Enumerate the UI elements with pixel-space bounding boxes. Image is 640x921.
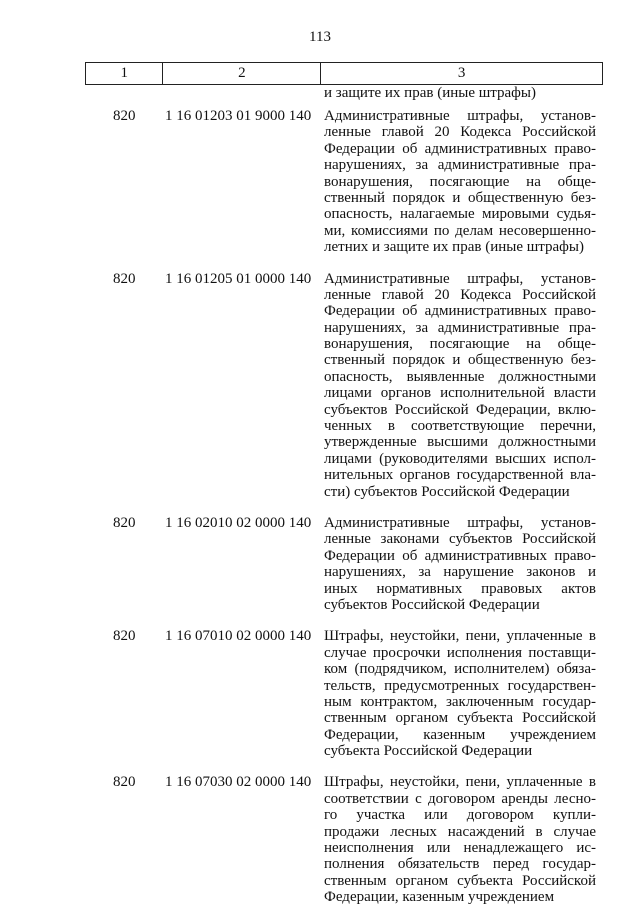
- description-line: случае просрочки исполнения поставщи-: [324, 644, 596, 661]
- budget-classification-code: 1 16 07030 02 0000 140: [165, 774, 312, 791]
- description-line: вонарушения, посягающие на обще-: [324, 336, 596, 353]
- description-line: Федерации, казенным учреждением: [324, 889, 555, 906]
- description-line: нарушениях, за административные пра-: [324, 319, 596, 336]
- description-line: ленные законами субъектов Российской: [324, 531, 596, 548]
- continuation-text: и защите их прав (иные штрафы): [324, 85, 536, 101]
- description-line: тельств, предусмотренных государствен-: [324, 677, 596, 694]
- table-header: [85, 62, 603, 85]
- description-line: ченных в соответствующие перечни,: [324, 418, 596, 435]
- row-description: [324, 271, 596, 500]
- description-line: субъектов Российской Федерации: [324, 596, 540, 613]
- page-number: 113: [309, 29, 331, 45]
- budget-classification-code: 1 16 01203 01 9000 140: [165, 108, 312, 124]
- budget-classification-code: 1 16 02010 02 0000 140: [165, 514, 312, 531]
- admin-code: 820: [113, 628, 136, 645]
- description-line: соответствии с договором аренды лесно-: [324, 790, 596, 807]
- description-line: ственным органом субъекта Российской: [324, 872, 596, 889]
- description-line: Штрафы, неустойки, пени, уплаченные в: [324, 774, 596, 791]
- description-line: ленные главой 20 Кодекса Российской: [324, 124, 596, 141]
- description-line: нительных органов государственной вла-: [324, 467, 596, 484]
- admin-code: 820: [113, 108, 136, 124]
- description-line: Штрафы, неустойки, пени, уплаченные в: [324, 628, 596, 645]
- table-row: [85, 628, 605, 759]
- description-line: сти) субъектов Российской Федерации: [324, 483, 570, 500]
- row-description: [324, 108, 596, 256]
- description-line: ственным органом субъекта Российской: [324, 710, 596, 727]
- description-line: опасность, выявленные должностными: [324, 368, 596, 385]
- header-col-3: 3: [321, 63, 603, 85]
- description-line: субъектов Российской Федерации, вклю-: [324, 401, 596, 418]
- table-row: [85, 515, 605, 613]
- header-col-1: 1: [86, 63, 163, 85]
- description-line: нарушениях, за административные пра-: [324, 157, 596, 174]
- row-description: [324, 515, 596, 613]
- description-line: вонарушения, посягающие на обще-: [324, 173, 596, 190]
- description-line: ком (подрядчиком, исполнителем) обяза-: [324, 661, 596, 678]
- admin-code: 820: [113, 270, 136, 287]
- description-line: полнения обязательств перед государ-: [324, 856, 596, 873]
- description-line: лицами органов исполнительной власти: [324, 385, 596, 402]
- description-line: иных нормативных правовых актов: [324, 580, 596, 597]
- table-row: [85, 774, 605, 905]
- description-line: летних и защите их прав (иные штрафы): [324, 239, 584, 256]
- table-row: [85, 271, 605, 500]
- description-line: лицами (руководителями высших испол-: [324, 450, 596, 467]
- header-col-2: 2: [163, 63, 321, 85]
- table-row: [85, 108, 605, 256]
- description-line: продажи лесных насаждений в случае: [324, 823, 596, 840]
- admin-code: 820: [113, 774, 136, 791]
- budget-classification-code: 1 16 01205 01 0000 140: [165, 270, 312, 287]
- description-line: ным контрактом, заключенным государ-: [324, 693, 596, 710]
- description-line: ленные главой 20 Кодекса Российской: [324, 286, 596, 303]
- description-line: Федерации об административных право-: [324, 547, 596, 564]
- description-line: Административные штрафы, установ-: [324, 514, 596, 531]
- description-line: Административные штрафы, установ-: [324, 108, 596, 124]
- budget-classification-code: 1 16 07010 02 0000 140: [165, 628, 312, 645]
- row-description: [324, 774, 596, 905]
- description-line: утвержденные высшими должностными: [324, 434, 596, 451]
- description-line: Федерации об административных право-: [324, 303, 596, 320]
- description-line: неисполнения или ненадлежащего ис-: [324, 840, 596, 857]
- description-line: Федерации об административных право-: [324, 140, 596, 157]
- description-line: Административные штрафы, установ-: [324, 270, 596, 287]
- row-description: [324, 628, 596, 759]
- description-line: субъекта Российской Федерации: [324, 743, 533, 760]
- description-line: ственный порядок и общественную без-: [324, 189, 596, 206]
- description-line: ственный порядок и общественную без-: [324, 352, 596, 369]
- description-line: опасность, налагаемые мировыми судья-: [324, 206, 596, 223]
- admin-code: 820: [113, 514, 136, 531]
- table-body: [85, 108, 605, 921]
- description-line: го участка или договором купли-: [324, 807, 596, 824]
- description-line: ми, комиссиями по делам несовершенно-: [324, 222, 596, 239]
- description-line: Федерации, казенным учреждением: [324, 726, 596, 743]
- description-line: нарушениях, за нарушение законов и: [324, 564, 596, 581]
